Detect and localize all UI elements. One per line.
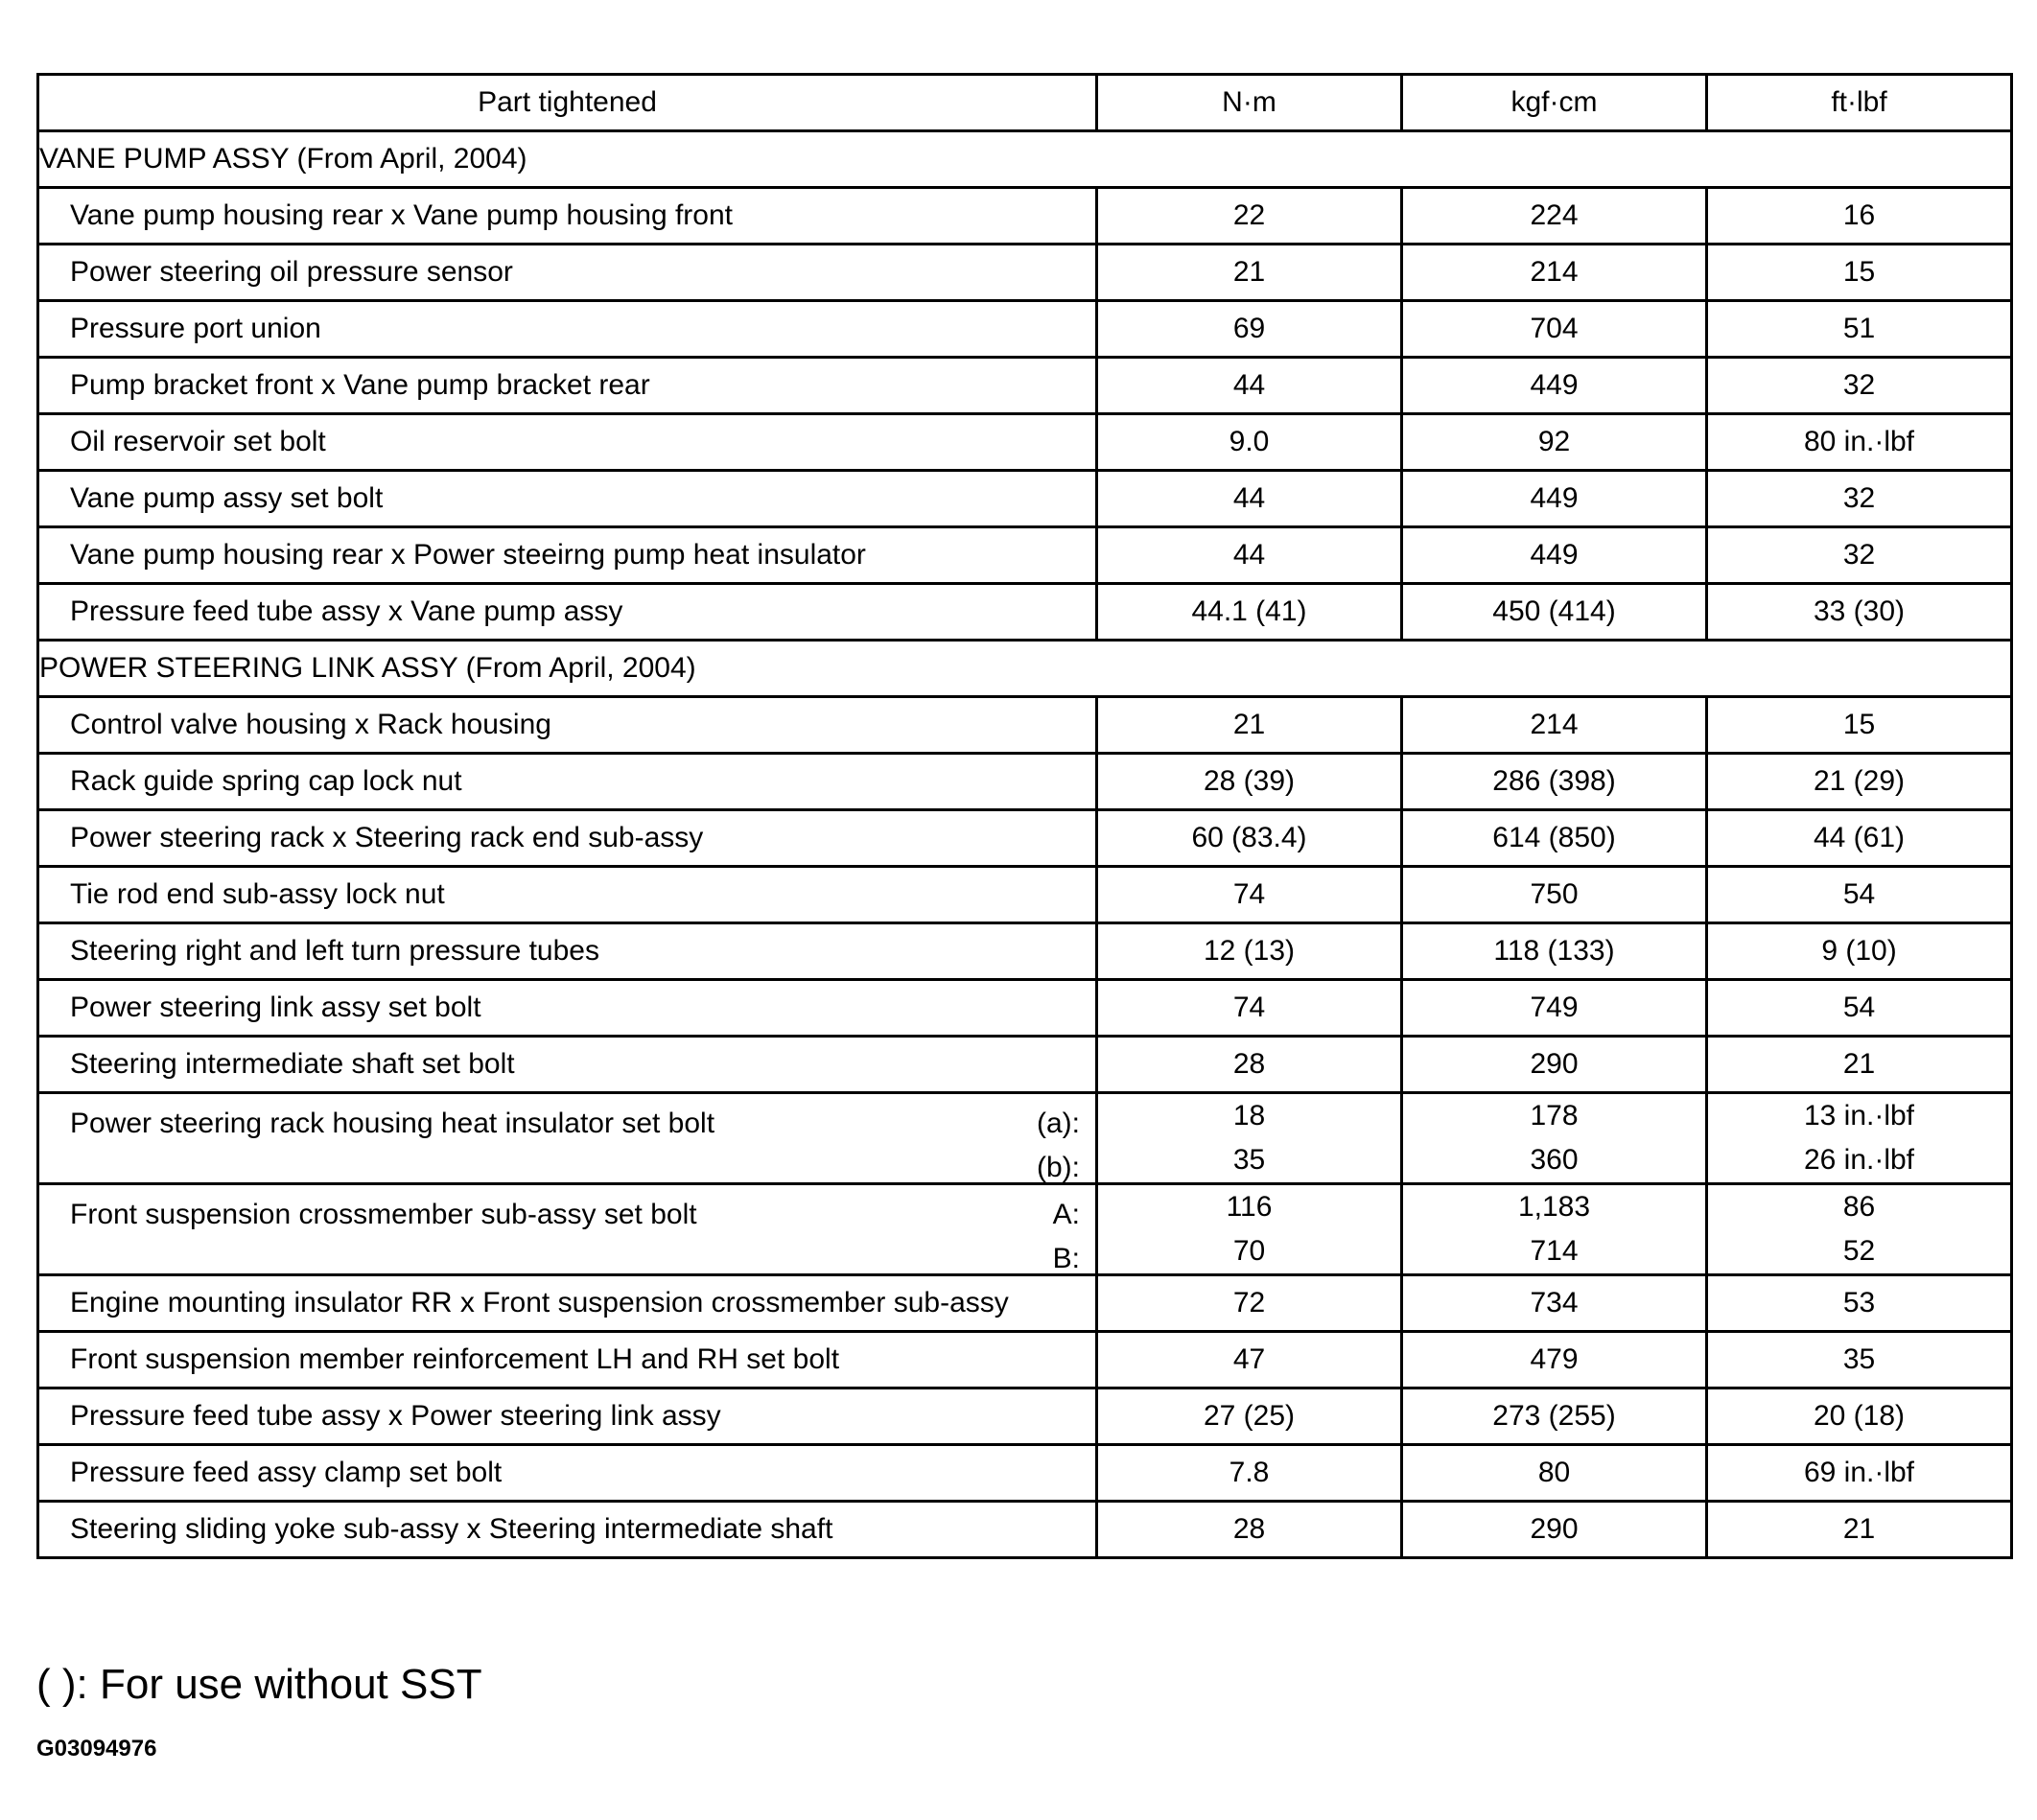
table-row — [38, 1037, 2012, 1093]
value-ft: 21 (29) — [1707, 754, 2012, 810]
value-ft — [1707, 1184, 2012, 1275]
part-name: Vane pump assy set bolt — [38, 471, 1097, 527]
table-row — [38, 301, 2012, 358]
part-name: Pressure feed tube assy x Vane pump assy — [38, 584, 1097, 641]
value-kgf: 118 (133) — [1402, 923, 1707, 980]
part-name: Pressure feed tube assy x Power steering link assy — [38, 1388, 1097, 1445]
value-kgf: 273 (255) — [1402, 1388, 1707, 1445]
table-row — [38, 471, 2012, 527]
section-title: POWER STEERING LINK ASSY (From April, 2004) — [38, 641, 2012, 697]
value-ft: 69 in.·lbf — [1707, 1445, 2012, 1502]
part-name: Vane pump housing rear x Power steeirng pump heat insulator — [38, 527, 1097, 584]
value-ft: 20 (18) — [1707, 1388, 2012, 1445]
value-nm — [1097, 1093, 1402, 1184]
table-row — [38, 1445, 2012, 1502]
value-ft: 21 — [1707, 1037, 2012, 1093]
value-kgf: 450 (414) — [1402, 584, 1707, 641]
value-ft: 51 — [1707, 301, 2012, 358]
value-nm-0: 18 — [1232, 1100, 1266, 1132]
value-nm: 28 (39) — [1097, 754, 1402, 810]
part-name-multi — [38, 1184, 1097, 1275]
part-name: Tie rod end sub-assy lock nut — [38, 867, 1097, 923]
value-kgf: 214 — [1402, 697, 1707, 754]
value-kgf: 224 — [1402, 188, 1707, 245]
table-row — [38, 1332, 2012, 1388]
value-kgf-1: 714 — [1530, 1235, 1579, 1267]
value-kgf: 479 — [1402, 1332, 1707, 1388]
value-nm: 44 — [1097, 471, 1402, 527]
value-ft: 32 — [1707, 471, 2012, 527]
table-row — [38, 584, 2012, 641]
value-nm: 44.1 (41) — [1097, 584, 1402, 641]
part-name: Power steering oil pressure sensor — [38, 245, 1097, 301]
part-name: Front suspension crossmember sub-assy set bolt — [70, 1199, 697, 1230]
section-title: VANE PUMP ASSY (From April, 2004) — [38, 131, 2012, 188]
sub-label: (b): — [1037, 1152, 1080, 1183]
torque-spec-table — [36, 73, 2013, 1559]
sub-label: A: — [1052, 1199, 1080, 1230]
part-name: Steering intermediate shaft set bolt — [38, 1037, 1097, 1093]
value-nm: 9.0 — [1097, 414, 1402, 471]
table-row — [38, 527, 2012, 584]
section-row — [38, 641, 2012, 697]
value-ft: 32 — [1707, 527, 2012, 584]
value-kgf-1: 360 — [1530, 1144, 1579, 1176]
value-ft: 33 (30) — [1707, 584, 2012, 641]
value-kgf — [1402, 1093, 1707, 1184]
part-name: Oil reservoir set bolt — [38, 414, 1097, 471]
value-kgf: 750 — [1402, 867, 1707, 923]
value-ft-1: 52 — [1842, 1235, 1876, 1267]
value-kgf-0: 1,183 — [1517, 1191, 1591, 1223]
figure-code: G03094976 — [36, 1736, 157, 1762]
value-ft: 21 — [1707, 1502, 2012, 1558]
header-part: Part tightened — [38, 75, 1097, 131]
sub-labels — [1037, 1102, 1080, 1190]
value-nm: 74 — [1097, 867, 1402, 923]
value-kgf: 214 — [1402, 245, 1707, 301]
value-ft: 15 — [1707, 697, 2012, 754]
value-nm: 47 — [1097, 1332, 1402, 1388]
value-ft: 54 — [1707, 867, 2012, 923]
value-nm: 44 — [1097, 527, 1402, 584]
header-nm: N·m — [1097, 75, 1402, 131]
value-nm: 21 — [1097, 697, 1402, 754]
footnote: ( ): For use without SST — [36, 1661, 482, 1708]
value-kgf: 449 — [1402, 358, 1707, 414]
table-row — [38, 1388, 2012, 1445]
value-kgf: 80 — [1402, 1445, 1707, 1502]
value-kgf: 749 — [1402, 980, 1707, 1037]
value-nm: 28 — [1097, 1037, 1402, 1093]
sub-labels — [1053, 1193, 1080, 1281]
part-name: Pressure port union — [38, 301, 1097, 358]
value-nm: 69 — [1097, 301, 1402, 358]
table-row — [38, 810, 2012, 867]
part-name: Control valve housing x Rack housing — [38, 697, 1097, 754]
value-nm: 21 — [1097, 245, 1402, 301]
table-row — [38, 245, 2012, 301]
value-nm: 60 (83.4) — [1097, 810, 1402, 867]
value-kgf: 290 — [1402, 1037, 1707, 1093]
value-ft — [1707, 1093, 2012, 1184]
value-kgf: 290 — [1402, 1502, 1707, 1558]
part-name: Pressure feed assy clamp set bolt — [38, 1445, 1097, 1502]
table-body — [38, 131, 2012, 1558]
value-nm: 22 — [1097, 188, 1402, 245]
value-kgf: 704 — [1402, 301, 1707, 358]
part-name: Steering right and left turn pressure tubes — [38, 923, 1097, 980]
part-name: Rack guide spring cap lock nut — [38, 754, 1097, 810]
value-kgf: 449 — [1402, 471, 1707, 527]
value-kgf: 449 — [1402, 527, 1707, 584]
part-name-multi — [38, 1093, 1097, 1184]
sub-label: B: — [1052, 1243, 1080, 1274]
value-ft-1: 26 in.·lbf — [1803, 1144, 1915, 1176]
part-name: Power steering link assy set bolt — [38, 980, 1097, 1037]
part-name: Engine mounting insulator RR x Front suspension crossmember sub-assy — [38, 1275, 1097, 1332]
value-ft-0: 86 — [1842, 1191, 1876, 1223]
value-ft: 44 (61) — [1707, 810, 2012, 867]
value-kgf: 92 — [1402, 414, 1707, 471]
value-kgf: 286 (398) — [1402, 754, 1707, 810]
value-ft: 9 (10) — [1707, 923, 2012, 980]
value-ft: 53 — [1707, 1275, 2012, 1332]
value-ft: 16 — [1707, 188, 2012, 245]
value-ft: 32 — [1707, 358, 2012, 414]
value-ft: 35 — [1707, 1332, 2012, 1388]
value-nm: 44 — [1097, 358, 1402, 414]
table-row — [38, 188, 2012, 245]
value-ft: 54 — [1707, 980, 2012, 1037]
part-name: Vane pump housing rear x Vane pump housing front — [38, 188, 1097, 245]
value-kgf: 614 (850) — [1402, 810, 1707, 867]
part-name: Power steering rack x Steering rack end sub-assy — [38, 810, 1097, 867]
value-nm: 72 — [1097, 1275, 1402, 1332]
table-row — [38, 358, 2012, 414]
header-row — [38, 75, 2012, 131]
header-kgf: kgf·cm — [1402, 75, 1707, 131]
table-row — [38, 1502, 2012, 1558]
value-nm-0: 116 — [1226, 1191, 1273, 1223]
value-kgf: 734 — [1402, 1275, 1707, 1332]
value-kgf — [1402, 1184, 1707, 1275]
table-row — [38, 414, 2012, 471]
table-row-multi — [38, 1093, 2012, 1184]
value-nm: 74 — [1097, 980, 1402, 1037]
table-row — [38, 867, 2012, 923]
table-row — [38, 754, 2012, 810]
header-ft: ft·lbf — [1707, 75, 2012, 131]
part-name: Steering sliding yoke sub-assy x Steering intermediate shaft — [38, 1502, 1097, 1558]
section-row — [38, 131, 2012, 188]
value-kgf-0: 178 — [1530, 1100, 1579, 1132]
value-ft-0: 13 in.·lbf — [1803, 1100, 1915, 1132]
value-ft: 15 — [1707, 245, 2012, 301]
value-nm-1: 70 — [1232, 1235, 1266, 1267]
value-nm: 7.8 — [1097, 1445, 1402, 1502]
table-row — [38, 980, 2012, 1037]
part-name: Front suspension member reinforcement LH and RH set bolt — [38, 1332, 1097, 1388]
part-name: Pump bracket front x Vane pump bracket rear — [38, 358, 1097, 414]
value-nm: 27 (25) — [1097, 1388, 1402, 1445]
table-row — [38, 697, 2012, 754]
value-ft: 80 in.·lbf — [1707, 414, 2012, 471]
part-name: Power steering rack housing heat insulator set bolt — [70, 1108, 715, 1139]
value-nm — [1097, 1184, 1402, 1275]
value-nm-1: 35 — [1232, 1144, 1266, 1176]
table-row-multi — [38, 1184, 2012, 1275]
value-nm: 28 — [1097, 1502, 1402, 1558]
value-nm: 12 (13) — [1097, 923, 1402, 980]
table-row — [38, 923, 2012, 980]
table-row — [38, 1275, 2012, 1332]
sub-label: (a): — [1037, 1108, 1080, 1139]
